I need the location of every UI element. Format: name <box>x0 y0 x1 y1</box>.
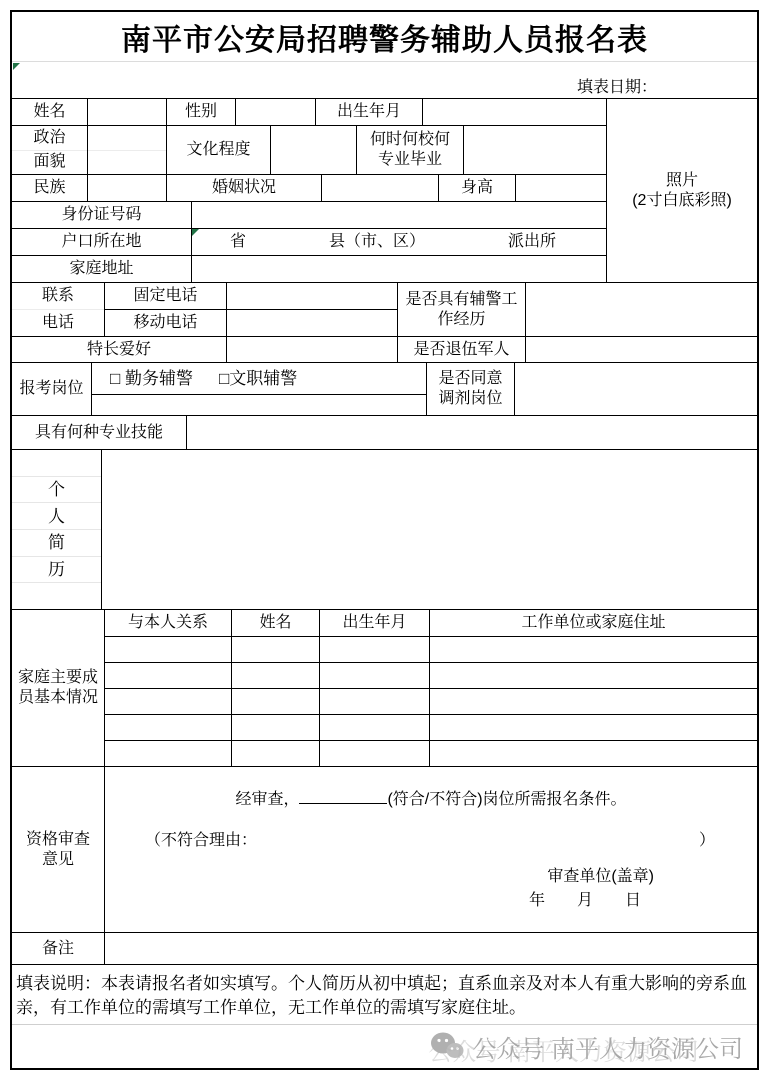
political-label <box>12 126 88 175</box>
application-form <box>10 10 759 1070</box>
family-row <box>105 663 757 689</box>
family-row <box>105 741 757 767</box>
basic-info-left <box>12 99 607 283</box>
family-cell-relation[interactable] <box>105 741 232 767</box>
remark-input[interactable] <box>105 933 757 965</box>
family-label: 家庭主要成员基本情况 <box>12 610 105 767</box>
form-instructions: 填表说明：本表请报名者如实填写。个人简历从初中填起；直系血亲及对本人有重大影响的旁系血亲，有工作单位的需填写工作单位，无工作单位的需填写家庭住址。 <box>12 965 757 1025</box>
resume-char <box>12 583 101 609</box>
row-ethnicity <box>12 175 607 202</box>
residence-county-label: 县（市、区） <box>328 233 425 250</box>
review-line1-post: (符合/不符合)岗位所需报名条件。 <box>387 791 627 808</box>
mobile-label: 移动电话 <box>105 310 227 337</box>
resume-char: 个 <box>12 477 101 504</box>
veteran-input[interactable] <box>526 337 757 363</box>
skills-label: 具有何种专业技能 <box>12 416 187 450</box>
family-header-row <box>105 610 757 637</box>
family-cell-birth[interactable] <box>320 689 430 715</box>
family-cell-workplace[interactable] <box>430 689 757 715</box>
position-options-row <box>92 363 426 395</box>
veteran-label: 是否退伍军人 <box>398 337 526 363</box>
row-political <box>12 126 607 175</box>
skills-input[interactable] <box>187 416 757 450</box>
birth-input[interactable] <box>423 99 607 126</box>
residence-label: 户口所在地 <box>12 229 192 256</box>
family-cell-relation[interactable] <box>105 689 232 715</box>
name-input[interactable] <box>88 99 167 126</box>
gender-label: 性别 <box>167 99 236 126</box>
mobile-input[interactable] <box>227 310 398 337</box>
row-mobile <box>105 310 398 337</box>
aux-experience-label: 是否具有辅警工作经历 <box>398 283 526 337</box>
family-header-workplace: 工作单位或家庭住址 <box>430 610 757 637</box>
family-header-birth: 出生年月 <box>320 610 430 637</box>
contact-label-line1: 联系 <box>12 283 104 310</box>
residence-station-label: 派出所 <box>507 233 556 250</box>
watermark-row <box>12 1025 757 1067</box>
resume-input[interactable] <box>102 450 757 610</box>
resume-char: 历 <box>12 557 101 584</box>
political-label-line2: 面貌 <box>33 153 66 171</box>
position-options-col <box>92 363 426 416</box>
adjust-label-line1: 是否同意 <box>438 370 503 387</box>
row-name <box>12 99 607 126</box>
landline-label: 固定电话 <box>105 283 227 310</box>
review-label <box>12 767 105 933</box>
wechat-icon <box>430 1031 464 1061</box>
contact-block <box>12 283 757 337</box>
phone-rows <box>105 283 398 337</box>
position-extra-input[interactable] <box>92 395 426 416</box>
marital-label: 婚姻状况 <box>167 175 322 202</box>
skills-block <box>12 416 757 450</box>
checkbox-duty-aux[interactable]: □ 勤务辅警 <box>110 368 193 388</box>
id-number-label: 身份证号码 <box>12 202 192 229</box>
family-cell-workplace[interactable] <box>430 637 757 663</box>
review-block <box>12 767 757 933</box>
height-label: 身高 <box>439 175 516 202</box>
fill-date-label: 填表日期： <box>576 79 657 96</box>
family-row <box>105 689 757 715</box>
family-header-name: 姓名 <box>232 610 320 637</box>
family-block <box>12 610 757 767</box>
resume-char: 人 <box>12 503 101 530</box>
id-number-input[interactable] <box>192 202 607 229</box>
position-label: 报考岗位 <box>12 363 92 416</box>
political-label-line1: 政治 <box>12 126 87 151</box>
row-home-address <box>12 256 607 283</box>
education-label: 文化程度 <box>167 126 271 175</box>
aux-experience-input[interactable] <box>526 283 757 337</box>
birth-label: 出生年月 <box>316 99 423 126</box>
family-cell-birth[interactable] <box>320 663 430 689</box>
contact-label <box>12 283 105 337</box>
resume-block <box>12 450 757 610</box>
adjust-position-input[interactable] <box>515 363 757 416</box>
family-cell-birth[interactable] <box>320 741 430 767</box>
family-row <box>105 637 757 663</box>
political-input-lower <box>88 151 166 175</box>
review-seal-label: 审查单位(盖章) <box>547 868 654 885</box>
family-cell-relation[interactable] <box>105 637 232 663</box>
position-block <box>12 363 757 416</box>
family-cell-name[interactable] <box>232 663 320 689</box>
family-cell-workplace[interactable] <box>430 715 757 741</box>
review-blank-line[interactable] <box>299 789 387 804</box>
ethnicity-label: 民族 <box>12 175 88 202</box>
row-residence <box>12 229 607 256</box>
page-title: 南平市公安局招聘警务辅助人员报名表 <box>12 12 757 62</box>
excel-comment-marker-icon <box>192 229 199 236</box>
family-cell-workplace[interactable] <box>430 663 757 689</box>
family-cell-name[interactable] <box>232 637 320 663</box>
contact-label-line2: 电话 <box>41 314 74 331</box>
photo-label-line1: 照片 <box>665 171 698 189</box>
row-landline <box>105 283 398 310</box>
name-label: 姓名 <box>12 99 88 126</box>
residence-province-label: 省 <box>230 233 247 250</box>
family-cell-name[interactable] <box>232 715 320 741</box>
political-input-upper <box>88 126 166 151</box>
family-header-relation: 与本人关系 <box>105 610 232 637</box>
resume-char <box>12 450 101 477</box>
family-cell-relation[interactable] <box>105 715 232 741</box>
review-label-line1: 资格审查 <box>25 830 90 848</box>
form-grid <box>12 98 757 965</box>
resume-label <box>12 450 102 610</box>
photo-label-line2: (2寸白底彩照) <box>632 191 732 209</box>
family-cell-birth[interactable] <box>320 637 430 663</box>
resume-char: 简 <box>12 530 101 557</box>
excel-comment-marker-icon <box>13 63 20 70</box>
review-label-line2: 意见 <box>41 850 74 868</box>
family-cell-name[interactable] <box>232 689 320 715</box>
graduation-label <box>357 126 464 175</box>
review-content[interactable] <box>105 767 757 933</box>
checkbox-clerical-aux[interactable]: □文职辅警 <box>219 368 298 388</box>
hobby-label: 特长爱好 <box>12 337 227 363</box>
row-id-number <box>12 202 607 229</box>
ethnicity-input[interactable] <box>88 175 167 202</box>
family-cell-workplace[interactable] <box>430 741 757 767</box>
remark-block <box>12 933 757 965</box>
photo-area[interactable] <box>607 99 757 283</box>
home-address-label: 家庭地址 <box>12 256 192 283</box>
review-line2 <box>145 831 715 851</box>
hobby-block <box>12 337 757 363</box>
political-input[interactable] <box>88 126 167 175</box>
home-address-input[interactable] <box>192 256 607 283</box>
landline-input[interactable] <box>227 283 398 310</box>
family-cell-birth[interactable] <box>320 715 430 741</box>
family-row <box>105 715 757 741</box>
remark-label: 备注 <box>12 933 105 965</box>
graduation-label-line2: 专业毕业 <box>377 151 442 168</box>
education-input[interactable] <box>271 126 357 175</box>
watermark-text: 公众号 南平人力资源公司 <box>472 1035 743 1063</box>
graduation-input[interactable] <box>464 126 607 175</box>
review-reason-close: ） <box>698 832 715 849</box>
height-input[interactable] <box>516 175 607 202</box>
family-cell-relation[interactable] <box>105 663 232 689</box>
gender-input[interactable] <box>236 99 316 126</box>
review-line1-pre: 经审查， <box>235 791 300 808</box>
basic-info-block <box>12 99 757 283</box>
review-line1 <box>105 789 757 810</box>
family-table <box>105 610 757 767</box>
family-cell-name[interactable] <box>232 741 320 767</box>
adjust-label-line2: 调剂岗位 <box>438 390 503 407</box>
review-reason-label: （不符合理由： <box>145 832 258 849</box>
hobby-input[interactable] <box>227 337 398 363</box>
residence-input[interactable] <box>192 229 607 256</box>
graduation-label-line1: 何时何校何 <box>369 131 450 148</box>
adjust-position-label <box>426 363 515 416</box>
review-date-line: 年 月 日 <box>528 892 641 909</box>
marital-input[interactable] <box>322 175 439 202</box>
